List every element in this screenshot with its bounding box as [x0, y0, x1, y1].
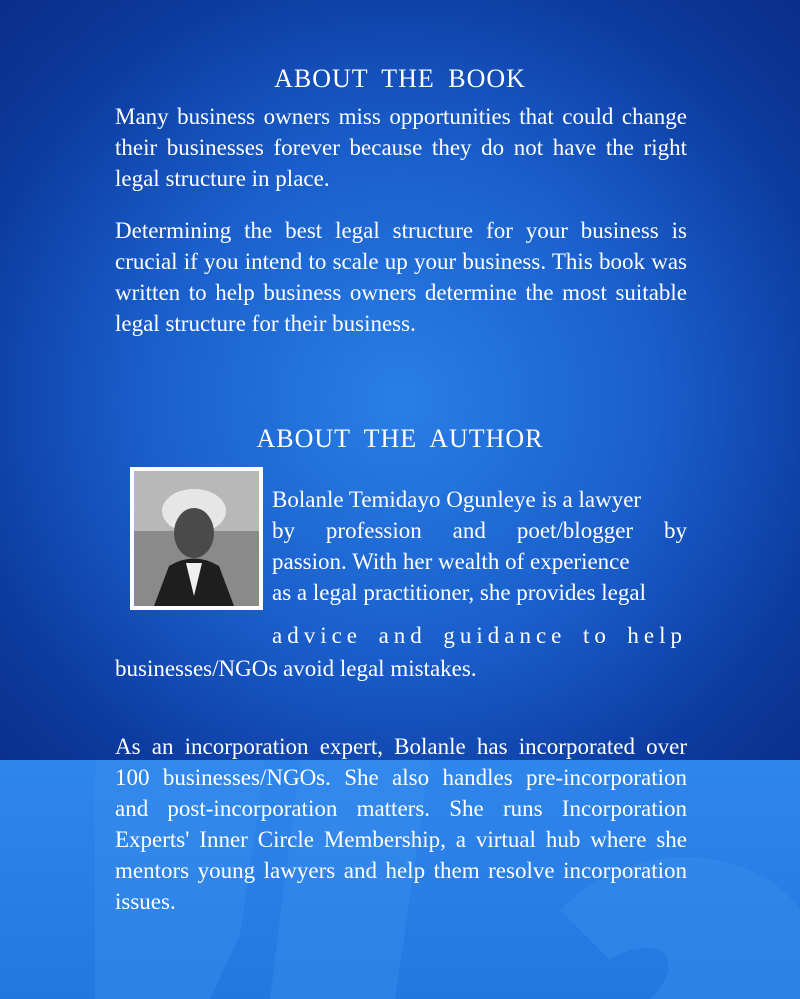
- about-book-paragraph-2: Determining the best legal structure for your business is crucial if you intend to scale up your business. This book was written to help business owners determine the most suitable legal structure for their business.: [115, 218, 687, 336]
- author-bio-line-3: passion. With her wealth of experience: [272, 549, 630, 574]
- author-bio-line-2: by profession and poet/blogger by: [272, 518, 687, 543]
- author-bio-line-4: as a legal practitioner, she provides legal: [272, 580, 646, 605]
- author-bio-line-5: advice and guidance to help: [272, 623, 687, 648]
- about-author-paragraph-2: As an incorporation expert, Bolanle has incorporated over 100 businesses/NGOs. She also handles pre-incorporation and post-incorporation matters. She runs Incorporation Experts' Inner Circle Membership, a virtual hub where she mentors young lawyers and help them resolve incorporation issues.: [115, 734, 687, 914]
- author-bio-tail: businesses/NGOs avoid legal mistakes.: [115, 656, 477, 681]
- about-book-heading: ABOUT THE BOOK: [274, 64, 526, 93]
- author-photo: [134, 471, 259, 606]
- about-author-heading: ABOUT THE AUTHOR: [256, 424, 544, 453]
- about-book-paragraph-1: Many business owners miss opportunities that could change their businesses forever because they do not have the right legal structure in place.: [115, 104, 687, 191]
- author-photo-frame: [130, 467, 263, 610]
- author-bio-line-1: Bolanle Temidayo Ogunleye is a lawyer: [272, 487, 642, 512]
